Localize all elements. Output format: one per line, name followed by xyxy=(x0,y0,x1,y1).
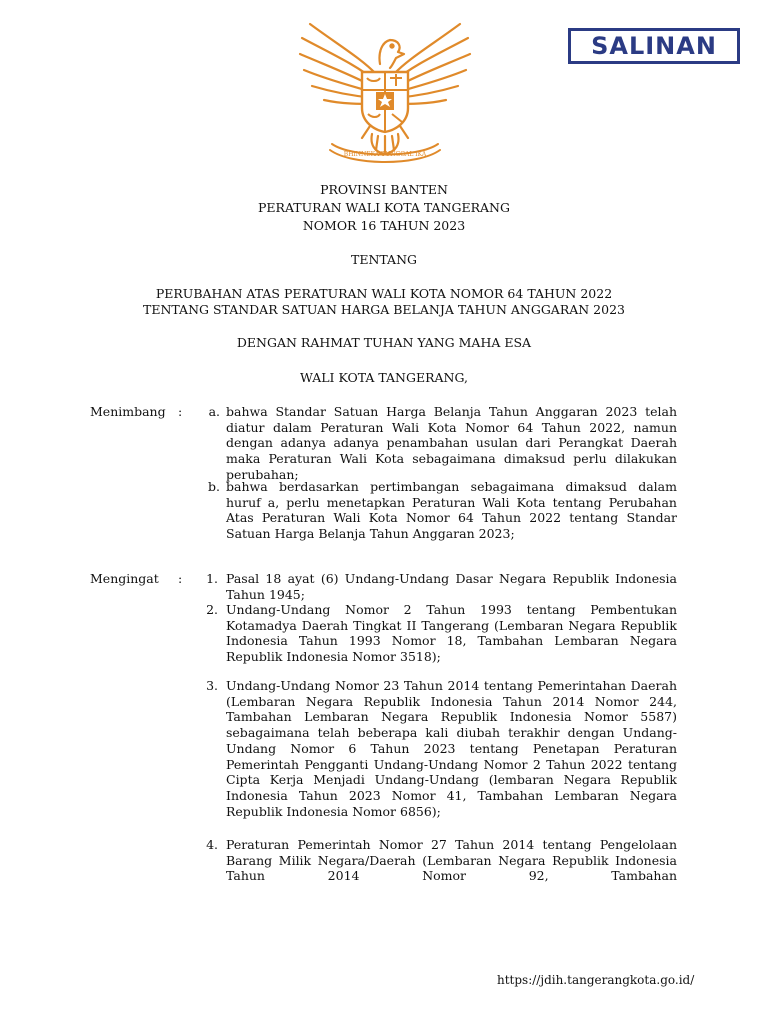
mengingat-item-1-text: Pasal 18 ayat (6) Undang-Undang Dasar Negara Republik Indonesia Tahun 1945; xyxy=(226,571,677,602)
about-heading: TENTANG xyxy=(350,252,417,267)
menimbang-label: Menimbang xyxy=(90,404,166,419)
salinan-stamp: SALINAN xyxy=(568,28,740,64)
emblem-motto: BHINNEKA TUNGGAL IKA xyxy=(343,151,427,158)
menimbang-item-b-text: bahwa berdasarkan pertimbangan sebagaimana dimaksud dalam huruf a, perlu menetapkan Peraturan Wali Kota tentang Perubahan Atas Peraturan Wali Kota Nomor 64 Tahun 2022 tentang Standar Satuan Harga Belanja Tahun Anggaran 2023; xyxy=(226,479,677,542)
mengingat-item-1-marker: 1. xyxy=(206,571,218,586)
mengingat-item-4-text: Peraturan Pemerintah Nomor 27 Tahun 2014 tentang Pengelolaan Barang Milik Negara/Daerah (Lembaran Negara Republik Indonesia Tahun 2014 Nomor 92, Tambahan xyxy=(226,837,677,884)
mengingat-item-3-text: Undang-Undang Nomor 23 Tahun 2014 tentang Pemerintahan Daerah (Lembaran Negara Republik Indonesia Tahun 2014 Nomor 244, Tambahan Lembaran Negara Republik Indonesia Nomor 5587) sebagaimana telah beberapa kali diubah terakhir dengan Undang-Undang Nomor 6 Tahun 2023 tentang Penetapan Peraturan Pemerintah Pengganti Undang-Undang Nomor 2 Tahun 2022 tentang Cipta Kerja Menjadi Undang-Undang (lembaran Negara Republik Indonesia Tahun 2023 Nomor 41, Tambahan Lembaran Negara Republik Indonesia Nomor 6856); xyxy=(226,678,677,819)
menimbang-item-b-marker: b. xyxy=(208,479,220,494)
menimbang-item-a-marker: a. xyxy=(208,404,220,419)
mengingat-item-2-marker: 2. xyxy=(206,602,218,617)
mengingat-colon: : xyxy=(178,571,183,586)
mengingat-label: Mengingat xyxy=(90,571,159,586)
regulation-title: PERATURAN WALI KOTA TANGERANG xyxy=(258,200,510,215)
mengingat-item-4-marker: 4. xyxy=(206,837,218,852)
subject-line-1: PERUBAHAN ATAS PERATURAN WALI KOTA NOMOR 64 TAHUN 2022 xyxy=(155,286,613,301)
regulation-number: NOMOR 16 TAHUN 2023 xyxy=(302,218,466,233)
mengingat-item-2-text: Undang-Undang Nomor 2 Tahun 1993 tentang Pembentukan Kotamadya Daerah Tingkat II Tangerang (Lembaran Negara Republik Indonesia Tahun 1993 Nomor 18, Tambahan Lembaran Negara Republik Indonesia Nomor 3518); xyxy=(226,602,677,665)
footer-url[interactable]: https://jdih.tangerangkota.go.id/ xyxy=(497,973,695,987)
province-line: PROVINSI BANTEN xyxy=(320,182,448,197)
mengingat-item-3-marker: 3. xyxy=(206,678,218,693)
subject-line-2: TENTANG STANDAR SATUAN HARGA BELANJA TAHUN ANGGARAN 2023 xyxy=(143,302,625,317)
menimbang-colon: : xyxy=(178,404,183,419)
garuda-emblem xyxy=(292,4,478,176)
menimbang-item-a-text: bahwa Standar Satuan Harga Belanja Tahun Anggaran 2023 telah diatur dalam Peraturan Wali Kota Nomor 64 Tahun 2022, namun dengan adanya adanya penambahan usulan dari Perangkat Daerah maka Peraturan Wali Kota sebagaimana dimaksud perlu dilakukan perubahan; xyxy=(226,404,677,482)
blessing-line: DENGAN RAHMAT TUHAN YANG MAHA ESA xyxy=(236,335,532,350)
issuer-line: WALI KOTA TANGERANG, xyxy=(300,370,468,385)
